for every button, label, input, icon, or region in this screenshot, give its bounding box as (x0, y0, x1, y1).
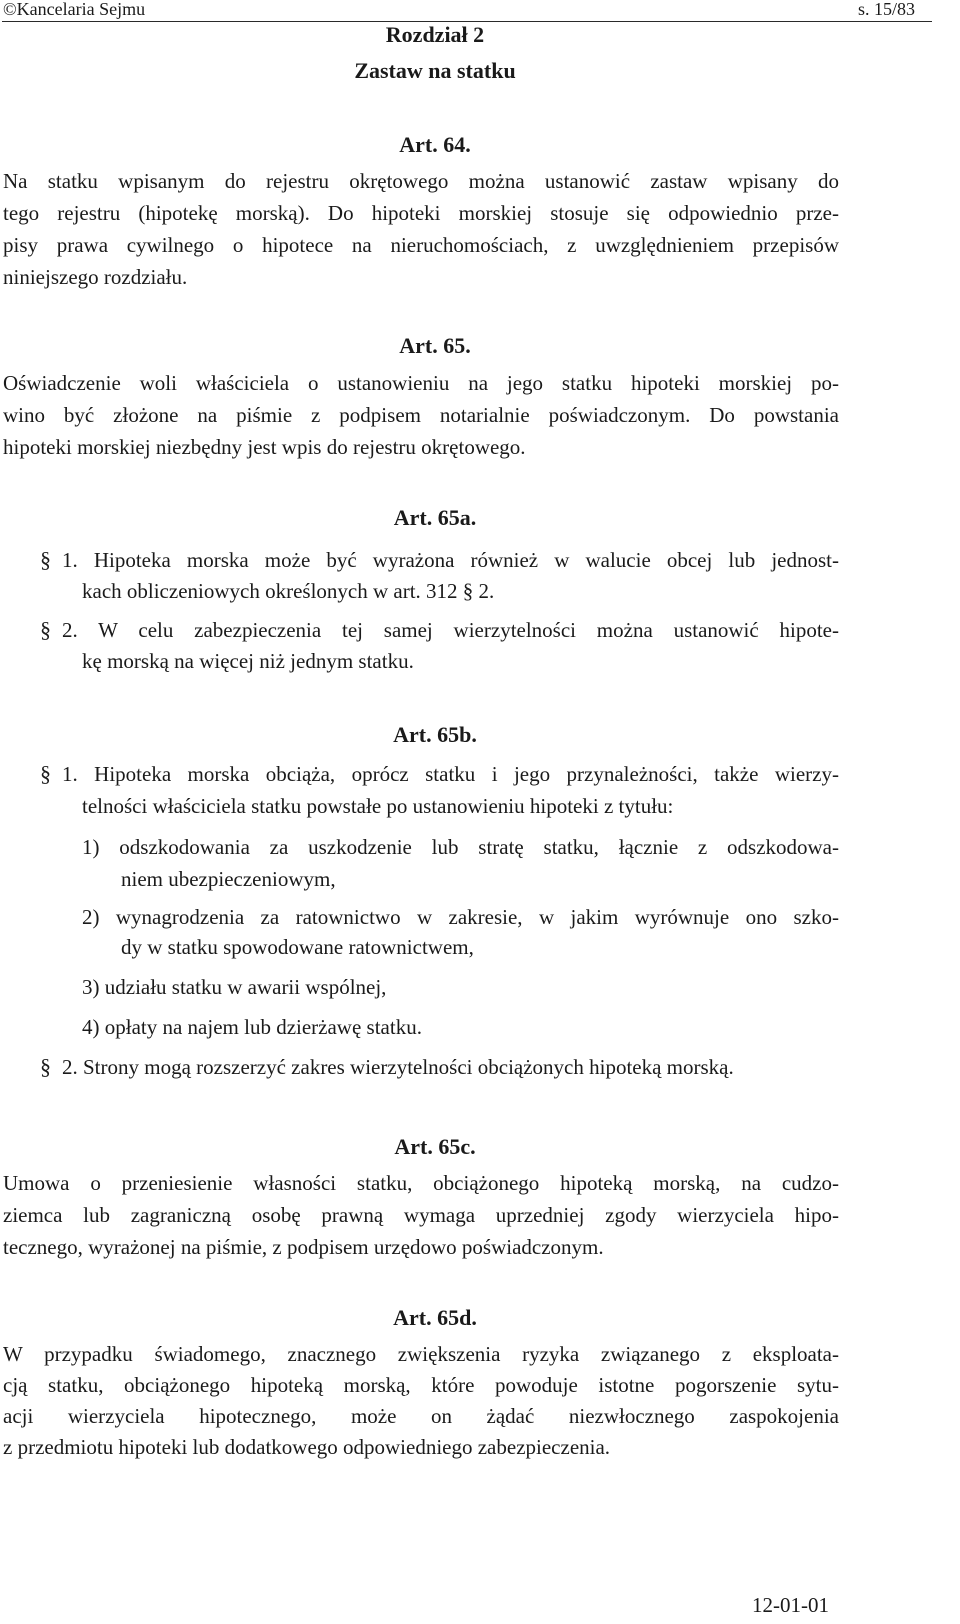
art-65a-par-2-line: kę morską na więcej niż jednym statku. (82, 649, 414, 673)
chapter-number: Rozdział 2 (385, 22, 485, 47)
art-65d-line: acji wierzyciela hipotecznego, może on żądać niezwłocznego zaspokojenia (3, 1404, 839, 1428)
point-3-line: 3) udziału statku w awarii wspólnej, (82, 975, 387, 999)
art-64-line: Na statku wpisanym do rejestru okrętowego można ustanowić zastaw wpisany do (3, 169, 839, 193)
art-65-line: Oświadczenie woli właściciela o ustanowieniu na jego statku hipoteki morskiej po- (3, 371, 839, 395)
point-2-line: 2) wynagrodzenia za ratownictwo w zakresie, w jakim wyrównuje ono szko- (82, 905, 839, 929)
art-64-heading: Art. 64. (399, 132, 471, 157)
section-sign-icon: § (40, 761, 51, 786)
art-65b-par-1-line: telności właściciela statku powstałe po ustanowieniu hipoteki z tytułu: (82, 794, 674, 818)
art-65b-heading: Art. 65b. (393, 722, 477, 747)
section-sign-icon: § (40, 1054, 51, 1079)
art-65a-par-1-line: 1. Hipoteka morska może być wyrażona również w walucie obcej lub jednost- (62, 548, 839, 572)
point-1-line: niem ubezpieczeniowym, (121, 867, 336, 891)
footer-code: 12-01-01 (752, 1593, 829, 1617)
art-64-line: pisy prawa cywilnego o hipotece na nieruchomościach, z uwzględnieniem przepisów (3, 233, 839, 257)
art-65d-line: z przedmiotu hipoteki lub dodatkowego odpowiedniego zabezpieczenia. (3, 1435, 611, 1459)
art-65b-par-1-line: 1. Hipoteka morska obciąża, oprócz statku i jego przynależności, także wierzy- (62, 762, 839, 786)
header-source: ©Kancelaria Sejmu (3, 0, 146, 19)
art-65-line: hipoteki morskiej niezbędny jest wpis do rejestru okrętowego. (3, 435, 526, 459)
art-65a-par-2-line: 2. W celu zabezpieczenia tej samej wierzytelności można ustanowić hipote- (62, 618, 839, 642)
art-65a-heading: Art. 65a. (393, 505, 477, 530)
art-65d-line: cją statku, obciążonego hipoteką morską, które powoduje istotne pogorszenie sytu- (3, 1373, 839, 1397)
art-65c-heading: Art. 65c. (394, 1134, 476, 1159)
art-65d-line: W przypadku świadomego, znacznego zwiększenia ryzyka związanego z eksploata- (3, 1342, 839, 1366)
art-64-line: niniejszego rozdziału. (3, 265, 188, 289)
point-4-line: 4) opłaty na najem lub dzierżawę statku. (82, 1015, 422, 1039)
art-65a-par-1-line: kach obliczeniowych określonych w art. 312 § 2. (82, 579, 495, 603)
art-65-line: wino być złożone na piśmie z podpisem notarialnie poświadczonym. Do powstania (3, 403, 839, 427)
art-65b-par-2-line: 2. Strony mogą rozszerzyć zakres wierzytelności obciążonych hipoteką morską. (62, 1055, 734, 1079)
art-65-heading: Art. 65. (399, 333, 471, 358)
section-sign-icon: § (40, 617, 51, 642)
page-number: s. 15/83 (858, 0, 916, 19)
art-65c-line: tecznego, wyrażonej na piśmie, z podpisem urzędowo poświadczonym. (3, 1235, 604, 1259)
art-64-line: tego rejestru (hipotekę morską). Do hipoteki morskiej stosuje się odpowiednio prze- (3, 201, 839, 225)
art-65d-heading: Art. 65d. (393, 1305, 477, 1330)
point-2-line: dy w statku spowodowane ratownictwem, (121, 935, 474, 959)
section-sign-icon: § (40, 547, 51, 572)
art-65c-line: Umowa o przeniesienie własności statku, obciążonego hipoteką morską, na cudzo- (3, 1171, 839, 1195)
art-65c-line: ziemca lub zagraniczną osobę prawną wymaga uprzedniej zgody wierzyciela hipo- (3, 1203, 839, 1227)
point-1-line: 1) odszkodowania za uszkodzenie lub stratę statku, łącznie z odszkodowa- (82, 835, 839, 859)
chapter-title: Zastaw na statku (354, 58, 516, 83)
